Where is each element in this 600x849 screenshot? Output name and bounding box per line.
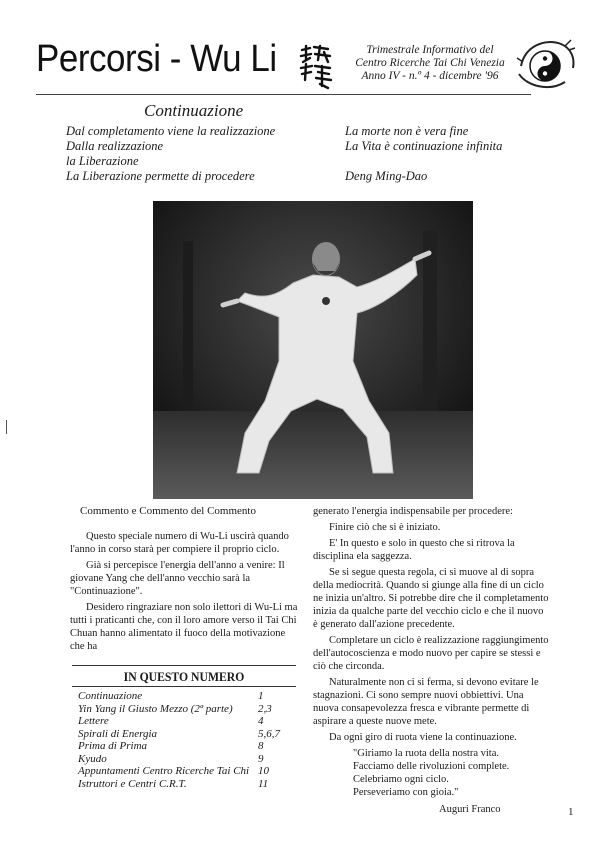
article-paragraph: Finire ciò che si è iniziato. [329,522,441,533]
article-right-column [313,505,550,816]
toc-item-page: 10 [258,765,269,777]
poem-right-stanza [345,124,502,154]
toc-item-label: Appuntamenti Centro Ricerche Tai Chi [78,765,250,777]
poem-left-stanza [66,124,275,184]
tai-chi-photo [153,201,473,499]
toc-item-page: 5,6,7 [258,727,280,740]
quote-line: Facciamo delle rivoluzioni complete. [353,761,510,772]
masthead-info-line: Trimestrale Informativo del [366,44,494,56]
poem-line: La morte non è vera fine [345,124,469,138]
article-left-column [70,530,302,656]
poem-line: Dalla realizzazione [66,139,164,153]
toc-item-label: Spirali di Energia [78,727,158,740]
quote-line: Celebriamo ogni ciclo. [353,774,449,785]
toc-item[interactable] [78,715,298,728]
toc-item[interactable] [78,703,298,716]
toc-item-label: Prima di Prima [78,740,148,752]
toc-item-label: Continuazione [78,690,143,702]
toc-item-label: Yin Yang il Giusto Mezzo (2ª parte) [78,702,233,715]
toc-item-page: 2,3 [258,702,272,715]
masthead-info-line: Centro Ricerche Tai Chi Venezia [355,57,505,69]
toc-title: IN QUESTO NUMERO [123,669,245,684]
quote-line: "Giriamo la ruota della nostra vita. [353,748,499,759]
poem-line: Dal completamento viene la realizzazione [66,124,276,138]
poem-line: La Liberazione permette di procedere [66,169,255,183]
toc-top-rule [72,665,296,666]
toc-item-label: Lettere [78,715,109,727]
masthead-info [345,44,515,83]
toc-item[interactable] [78,765,298,778]
article-paragraph: E' In questo e solo in questo che si ritrova la disciplina ela saggezza. [313,538,515,562]
article-paragraph: Naturalmente non ci si ferma, si devono evitare le stagnazioni. Ci sono sempre nuovi obbiettivi. Una nuova consapevolezza fresca e vibrante permette di aspirare a queste nuove mete. [313,677,539,727]
page-number: 1 [568,806,574,818]
toc-item-label: Kyudo [78,752,107,765]
masthead-rule [36,94,531,95]
article-paragraph: generato l'energia indispensabile per procedere: [313,506,513,517]
toc-item-page: 1 [258,690,264,702]
scan-mark [6,420,7,434]
signature: Auguri Franco [439,804,501,815]
table-of-contents [78,690,298,790]
article-paragraph: Già si percepisce l'energia dell'anno a venire: Il giovane Yang che dell'anno vecchio sarà la "Continuazione". [70,560,285,597]
article-paragraph: Se si segue questa regola, ci si muove al di sopra della mediocrità. Quando si giunge alla fine di un ciclo ne inizia un'altro. Si potrebbe dire che il completamento inizia da qualche parte del vecchio ciclo e che il nuovo è generato dall'azione precedente. [313,567,549,630]
poem-title: Continuazione [144,101,244,120]
article-paragraph: Questo speciale numero di Wu-Li uscirà quando l'anno in corso starà per compiere il proprio ciclo. [70,531,289,555]
article-paragraph: Desidero ringraziare non solo ilettori di Wu-Li ma tutti i praticanti che, con il loro amore verso il Tai Chi Chuan hanno alimentato il fuoco della motivazione che ha [70,602,298,652]
article-paragraph: Completare un ciclo è realizzazione raggiungimento dell'autocoscienza e modo nuovo per capire se stessi e ciò che circonda. [313,635,549,672]
toc-item-page: 9 [258,752,264,765]
section-caption: Commento e Commento del Commento [80,505,256,517]
toc-item[interactable] [78,690,298,703]
toc-item[interactable] [78,728,298,741]
poem-line: La Vita è continuazione infinita [345,139,503,153]
toc-item-page: 4 [258,715,264,727]
poem-line: la Liberazione [66,154,139,168]
toc-item-page: 11 [258,777,269,790]
toc-item[interactable] [78,753,298,766]
toc-title-rule [72,686,296,687]
article-paragraph: Da ogni giro di ruota viene la continuazione. [329,732,517,743]
calligraphy-logo-icon [298,44,334,90]
yin-yang-dragon-icon [515,36,577,92]
masthead-info-line: Anno IV - n.º 4 - dicembre '96 [361,70,499,82]
poem-author: Deng Ming-Dao [345,169,428,183]
toc-item[interactable] [78,740,298,753]
quote-line: Perseveriamo con gioia." [353,787,459,798]
toc-item-page: 8 [258,740,264,752]
masthead-title: Percorsi - Wu Li [36,38,277,80]
toc-item-label: Istruttori e Centri C.R.T. [78,777,187,790]
toc-item[interactable] [78,778,298,791]
